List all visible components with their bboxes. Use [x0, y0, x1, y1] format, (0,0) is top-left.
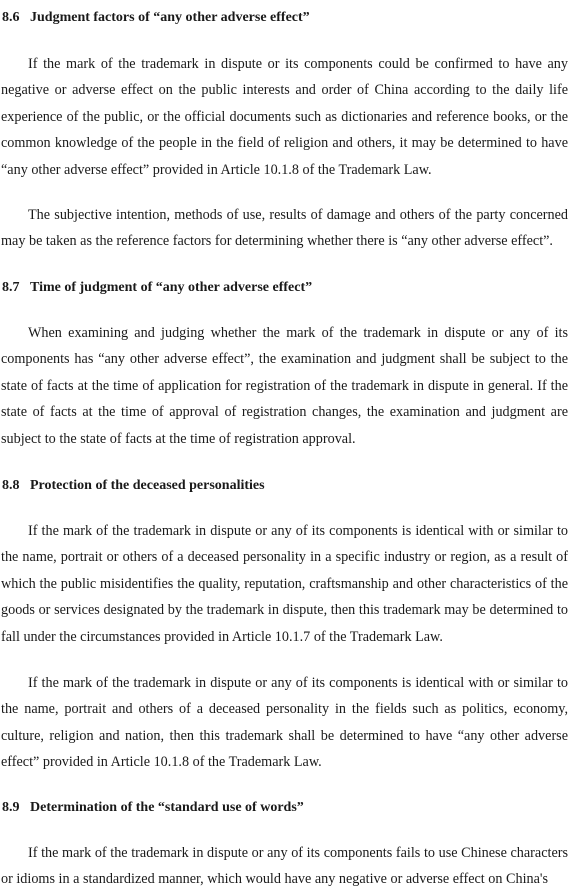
section-8-9-heading — [2, 799, 304, 817]
section-8-6-paragraph-2: The subjective intention, methods of use, results of damage and others of the party concerned may be taken as the reference factors for determining whether there is “any other adverse effect”. — [1, 207, 568, 250]
section-8-8-paragraph-1: If the mark of the trademark in dispute or any of its components is identical with or similar to the name, portrait or others of a deceased personality in a specific industry or region, as a result of which the public misidentifies the quality, reputation, craftsmanship and other characteristics of the goods or services designated by the trademark in dispute, then this trademark may be determined to fall under the circumstances provided in Article 10.1.7 of the Trademark Law. — [1, 523, 568, 645]
section-8-6-heading — [2, 9, 310, 27]
section-8-8-paragraph-2: If the mark of the trademark in dispute or any of its components is identical with or similar to the name, portrait and others of a deceased personality in the fields such as politics, economy, culture, religion and nation, then this trademark shall be determined to have “any other adverse effect” provided in Article 10.1.8 of the Trademark Law. — [1, 675, 568, 771]
section-8-6-paragraph-1: If the mark of the trademark in dispute or its components could be confirmed to have any negative or adverse effect on the public interests and order of China according to the daily life experience of the public, or the official documents such as dictionaries and reference books, or the common knowledge of the people in the field of religion and others, it may be determined to have “any other adverse effect” provided in Article 10.1.8 of the Trademark Law. — [1, 56, 568, 178]
section-number: 8.6 — [2, 10, 20, 25]
section-number: 8.9 — [2, 800, 20, 815]
section-title: Protection of the deceased personalities — [30, 478, 265, 493]
section-8-8-heading — [2, 477, 265, 495]
section-number: 8.7 — [2, 280, 20, 295]
section-title: Determination of the “standard use of words” — [30, 800, 304, 815]
section-8-7-heading — [2, 279, 312, 297]
section-title: Time of judgment of “any other adverse effect” — [30, 280, 313, 295]
section-title: Judgment factors of “any other adverse effect” — [30, 10, 310, 25]
section-number: 8.8 — [2, 478, 20, 493]
section-8-9-paragraph-1: If the mark of the trademark in dispute or any of its components fails to use Chinese characters or idioms in a standardized manner, which would have any negative or adverse effect on China's — [1, 845, 568, 888]
section-8-7-paragraph-1: When examining and judging whether the mark of the trademark in dispute or any of its components has “any other adverse effect”, the examination and judgment shall be subject to the state of facts at the time of application for registration of the trademark in dispute in general. If the state of facts at the time of approval of registration changes, the examination and judgment are subject to the state of facts at the time of registration approval. — [1, 325, 568, 447]
